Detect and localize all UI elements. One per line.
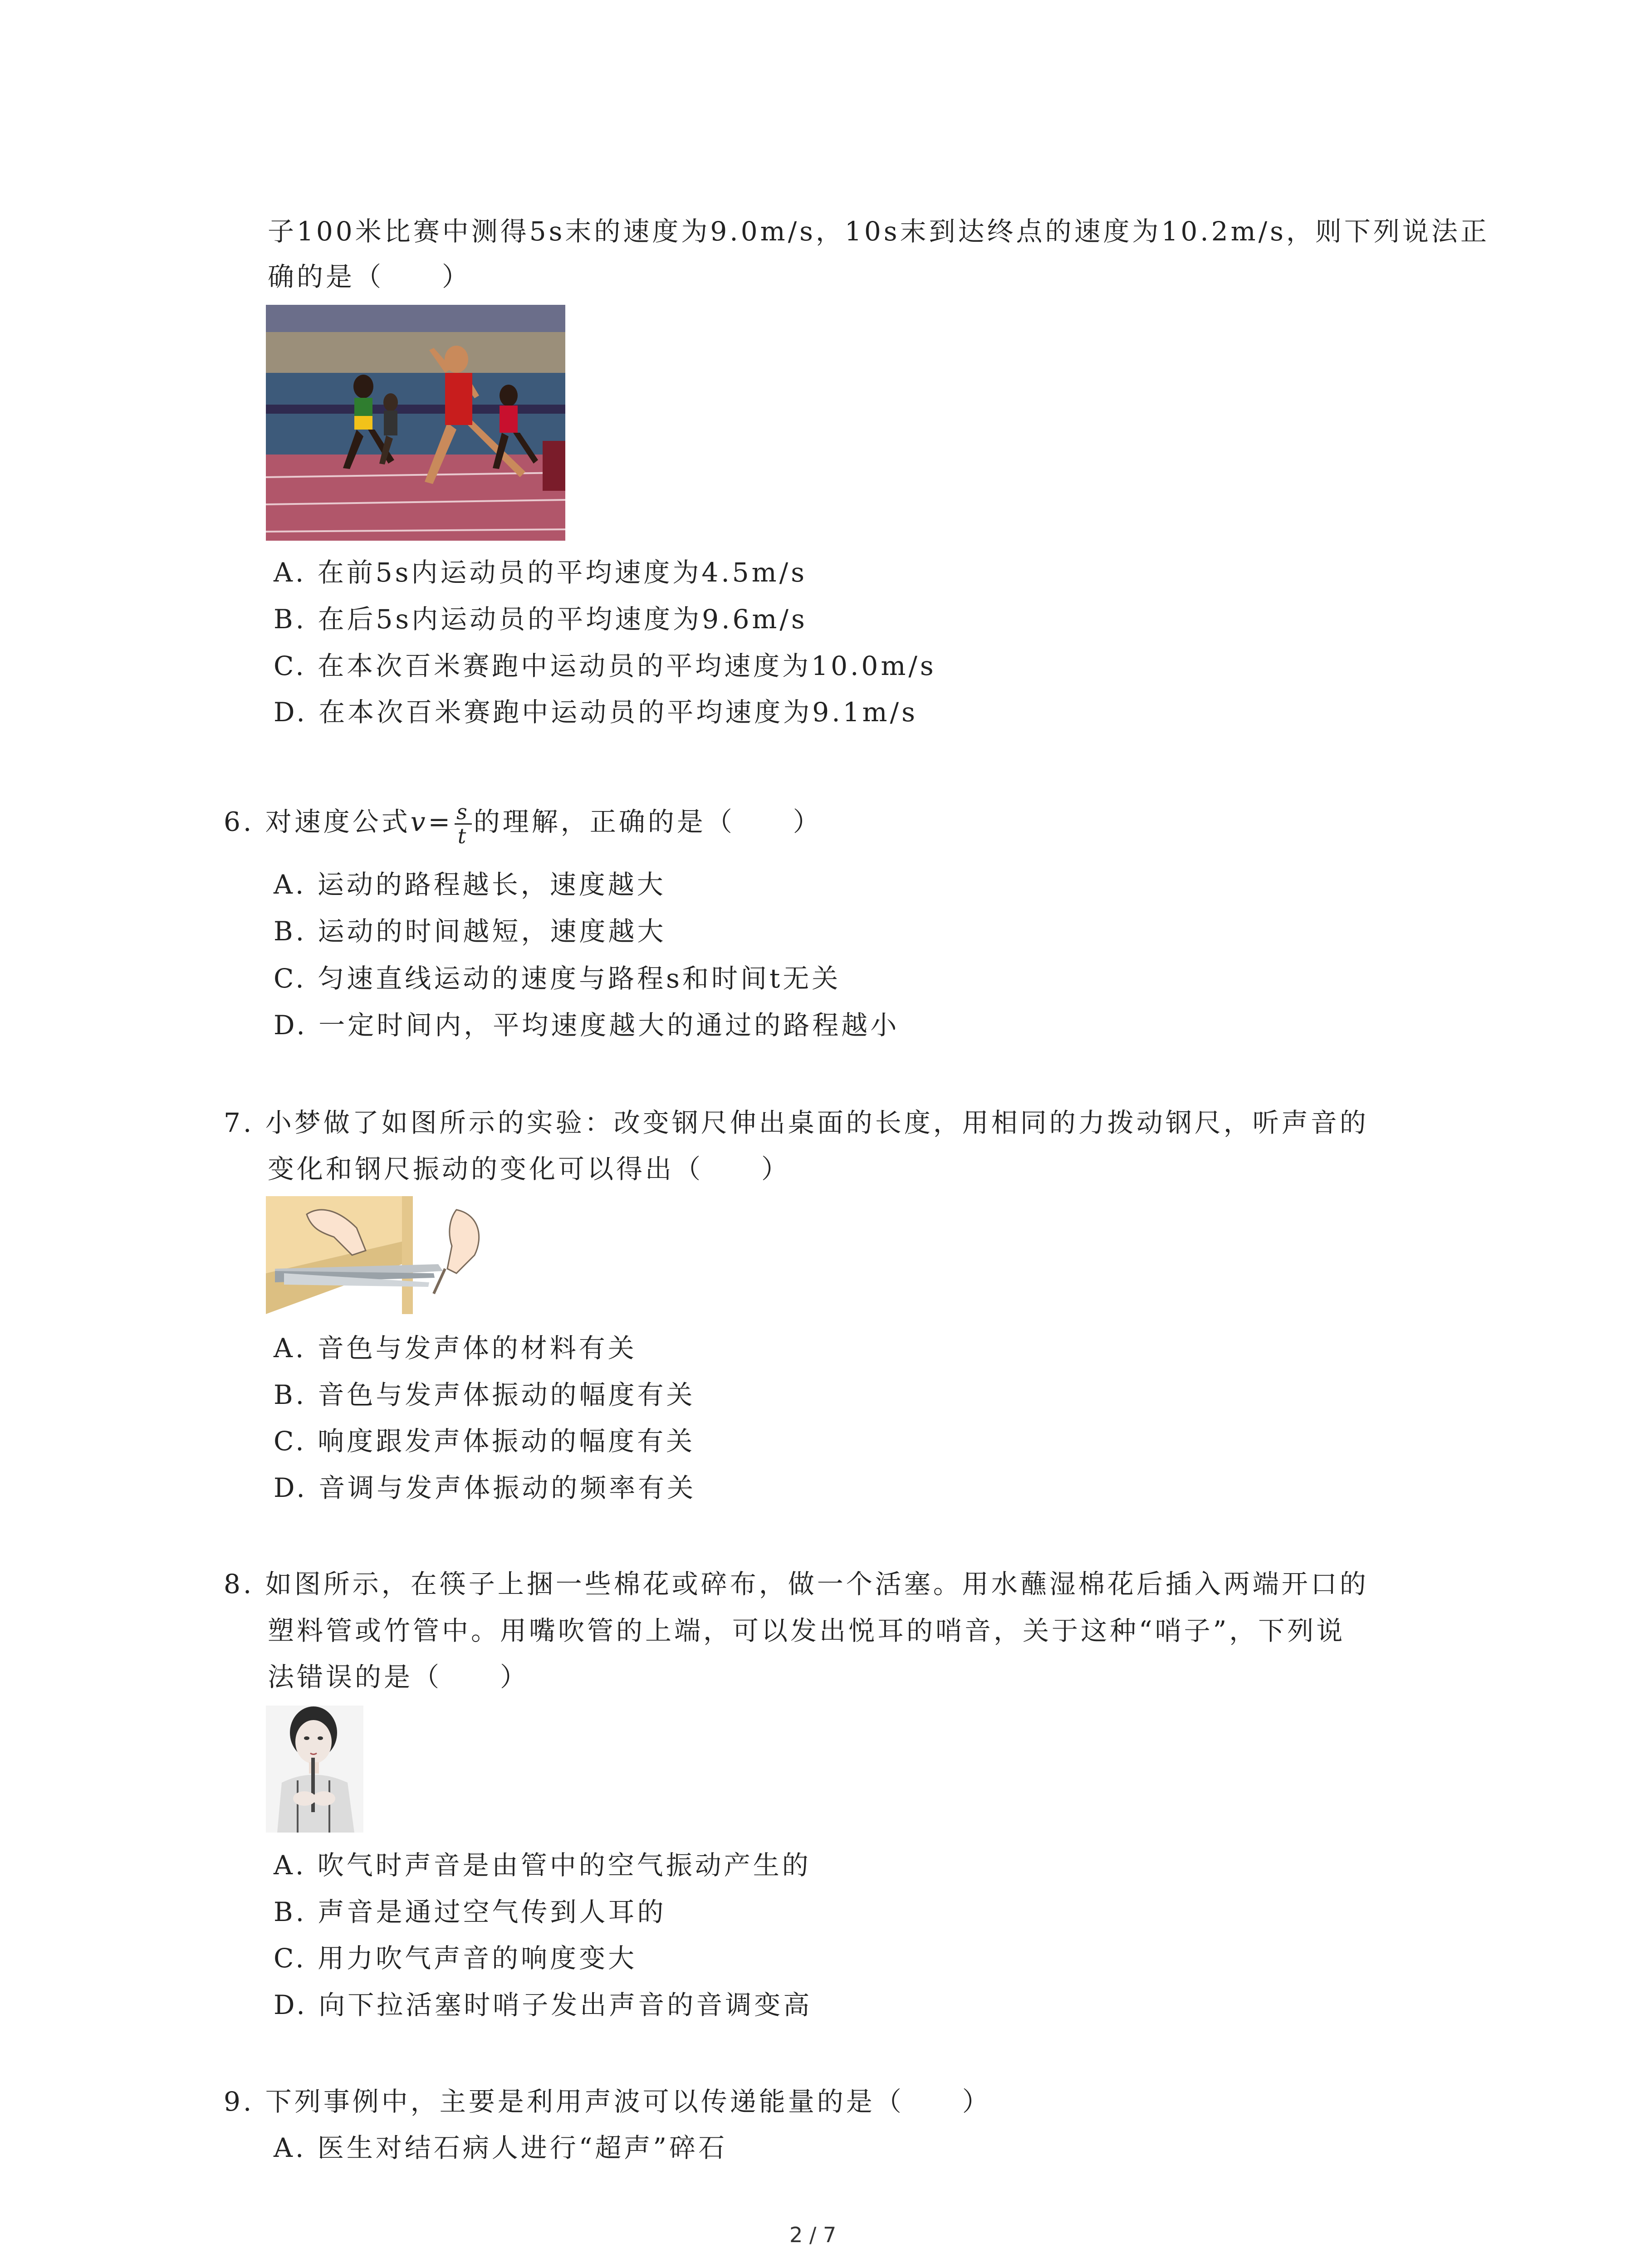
q6-stem: [224, 801, 822, 847]
q6-stem-after: 的理解，正确的是（ ）: [473, 806, 822, 837]
q6-formula-numerator: s: [455, 801, 472, 825]
q8-option-d: D. 向下拉活塞时哨子发出声音的音调变高: [274, 1989, 813, 2020]
q7-option-a: A. 音色与发声体的材料有关: [274, 1333, 637, 1364]
q8-option-c: C. 用力吹气声音的响度变大: [274, 1943, 637, 1974]
q8-option-a: A. 吹气时声音是由管中的空气振动产生的: [274, 1850, 811, 1881]
q6-formula-denominator: t: [457, 824, 469, 848]
q8-stem-line1: 8. 如图所示，在筷子上捆一些棉花或碎布，做一个活塞。用水蘸湿棉花后插入两端开口的: [224, 1569, 1369, 1599]
q7-stem-line1: 7. 小梦做了如图所示的实验：改变钢尺伸出桌面的长度，用相同的力拨动钢尺，听声音的: [224, 1107, 1369, 1138]
q5-stem-line1: 子100米比赛中测得5s末的速度为9.0m/s，10s末到达终点的速度为10.2m/s，则下列说法正: [268, 216, 1489, 247]
q6-formula-lhs: v=: [410, 806, 453, 837]
q5-option-c: C. 在本次百米赛跑中运动员的平均速度为10.0m/s: [274, 650, 936, 681]
q6-stem-before: 6. 对速度公式: [224, 806, 411, 837]
sprinters-photo: [266, 305, 565, 541]
q9-stem-line1: 9. 下列事例中，主要是利用声波可以传递能量的是（ ）: [224, 2086, 991, 2117]
q6-option-b: B. 运动的时间越短，速度越大: [274, 916, 666, 947]
q6-option-a: A. 运动的路程越长，速度越大: [274, 869, 666, 900]
q8-stem-line3: 法错误的是（ ）: [268, 1662, 529, 1692]
q5-option-b: B. 在后5s内运动员的平均速度为9.6m/s: [274, 604, 808, 635]
q7-option-c: C. 响度跟发声体振动的幅度有关: [274, 1426, 696, 1457]
q5-option-d: D. 在本次百米赛跑中运动员的平均速度为9.1m/s: [274, 697, 918, 728]
q6-option-d: D. 一定时间内，平均速度越大的通过的路程越小: [274, 1010, 900, 1041]
q7-stem-line2: 变化和钢尺振动的变化可以得出（ ）: [268, 1154, 791, 1184]
whistle-photo: [266, 1706, 363, 1833]
q9-option-a: A. 医生对结石病人进行“超声”碎石: [274, 2132, 728, 2163]
page-number: 2 / 7: [789, 2223, 837, 2247]
q7-option-b: B. 音色与发声体振动的幅度有关: [274, 1379, 696, 1410]
ruler-experiment-figure: [266, 1196, 488, 1314]
q6-option-c: C. 匀速直线运动的速度与路程s和时间t无关: [274, 963, 841, 994]
q8-option-b: B. 声音是通过空气传到人耳的: [274, 1897, 666, 1927]
q5-stem-line2: 确的是（ ）: [268, 261, 471, 292]
q5-option-a: A. 在前5s内运动员的平均速度为4.5m/s: [274, 557, 807, 588]
q8-stem-line2: 塑料管或竹管中。用嘴吹管的上端，可以发出悦耳的哨音，关于这种“哨子”，下列说: [268, 1615, 1346, 1646]
q7-option-d: D. 音调与发声体振动的频率有关: [274, 1472, 696, 1503]
q6-formula-fraction: [455, 801, 472, 847]
